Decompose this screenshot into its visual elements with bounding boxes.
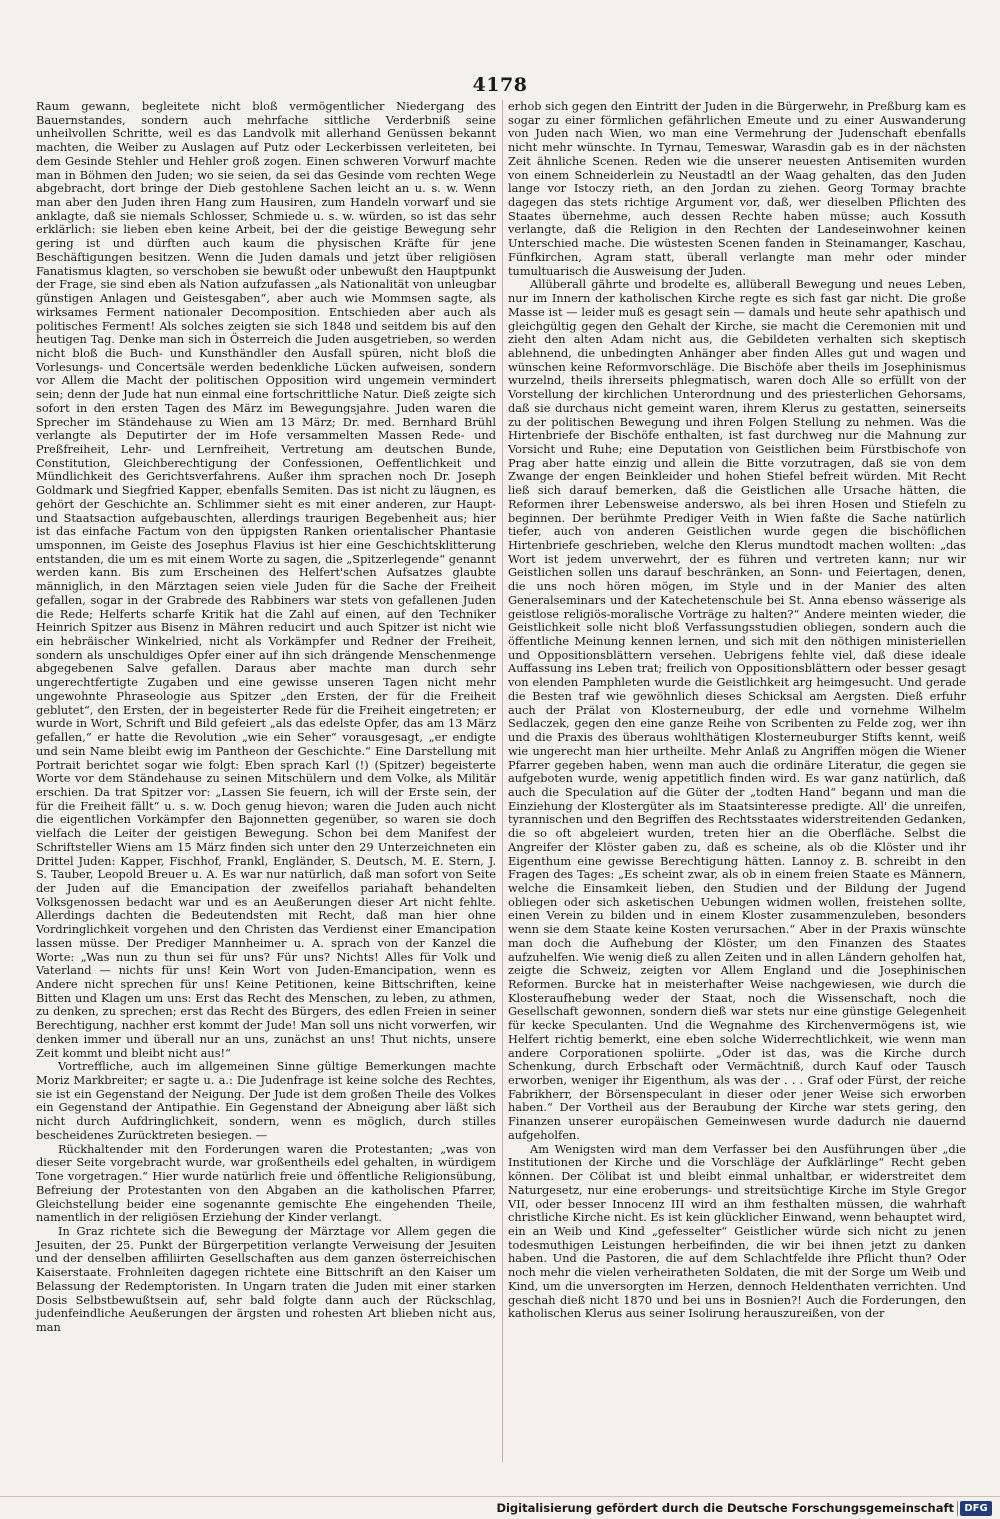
paragraph: Am Wenigsten wird man dem Verfasser bei den Ausführungen über „die Institutionen der Kirche und die Vorschläge der Aufklärlinge“ Recht geben können. Der Cölibat ist und bleibt einmal unhaltbar, er widerstreitet dem Naturgesetz, nur eine eroberungs- und streitsüchtige Kirche im Style Gregor VII, oder besser Innocenz III wird an ihm festhalten müssen, die wahrhaft christliche Kirche nicht. Es ist kein glücklicher Einwand, wenn behauptet wird, ein an Weib und Kind „gefesselter“ Geistlicher würde sich nicht zu jenen todesmuthigen Leistungen herbeifinden, die wir bei ihnen jetzt zu danken haben. Und die Pastoren, die auf dem Schlachtfelde ihre Pflicht thun? Oder noch mehr die vielen verheiratheten Soldaten, die mit der Sorge um Weib und Kind, um die unversorgten im Herzen, dennoch Heldenthaten verrichten. Und geschah dieß nicht 1870 und bei uns in Bosnien?! Auch die Forderungen, den katholischen Klerus aus seiner Isolirung herauszureißen, von der [508,1141,966,1321]
paragraph: Allüberall gährte und brodelte es, allüberall Bewegung und neues Leben, nur im Innern der katholischen Kirche regte es sich fast gar nicht. Die große Masse ist — leider muß es gesagt sein — damals und heute sehr apathisch und gleichgültig gegen den Gehalt der Kirche, sie macht die Ceremonien mit und zieht den alten Adam nicht aus, die Gebildeten verhalten sich skeptisch ablehnend, die unbedingten Anhänger aber finden Alles gut und wagen und wünschen keine Reformvorschläge. Die Bischöfe aber theils im Josephinismus wurzelnd, theils ihrerseits phlegmatisch, waren doch Alle so erfüllt von der Vorstellung der kirchlichen Unterordnung und des priesterlichen Gehorsams, daß sie durchaus nicht gemeint waren, ihrem Klerus zu gestatten, seinerseits zu der politischen Bewegung und ihren Folgen Stellung zu nehmen. Was die Hirtenbriefe der Bischöfe enthalten, ist fast durchweg nur die Mahnung zur Vorsicht und Ruhe; eine Deputation von Geistlichen beim Fürstbischofe von Prag aber hatte einzig und allein die Bitte vorzutragen, daß sie von dem Zwange der engen Beinkleider und hohen Stiefel befreit würden. Mit Recht ließ sich darauf bemerken, daß die Geistlichen alle Ursache hätten, die Reformen ihrer Lebensweise anderswo, als bei ihren Hosen und Stiefeln zu beginnen. Der berühmte Prediger Veith in Wien faßte die Sache natürlich tiefer, auch von anderen Geistlichen wurde gegen die bischöflichen Hirtenbriefe geschrieben, welche den Klerus mundtodt machen wollten: „das Wort ist jedem unverwehrt, der es führen und vertreten kann; nur wir Geistlichen sollen uns darauf beschränken, an Sonn- und Feiertagen, denen, die uns noch hören mögen, im Style und in der Manier des alten Generalseminars und der Katechetenschule bei St. Anna ebenso wässerige als geistlose religiös-moralische Vorträge zu halten?“ Andere meinten wieder, die Geistlichkeit solle nicht bloß Verfassungsstudien obliegen, sondern auch die öffentliche Meinung kennen lernen, und sich mit den nöthigen ministeriellen und Oppositionsblättern versehen. Uebrigens fehlte viel, daß diese ideale Auffassung ins Leben trat; freilich von Oppositionsblättern oder besser gesagt von elenden Pamphleten wurde die Geistlichkeit arg heimgesucht. Und gerade die Besten traf wie gewöhnlich dieses Schicksal am Aergsten. Dieß erfuhr auch der Prälat von Klosterneuburg, der edle und vornehme Wilhelm Sedlaczek, gegen den eine ganze Reihe von Scribenten zu Felde zog, wer ihn und die Praxis des überaus wohlthätigen Klosterneuburger Stifts kennt, weiß wie ungerecht man hier urtheilte. Mehr Anlaß zu Angriffen mögen die Wiener Pfarrer gegeben haben, wenn man auch die ordinäre Literatur, die gegen sie aufgeboten wurde, wenig appetitlich finden wird. Es war ganz natürlich, daß auch die Speculation auf die Güter der „todten Hand“ begann und man die Einziehung der Klostergüter als im Staatsinteresse predigte. All' die unreifen, tyrannischen und den Begriffen des Rechtsstaates widerstreitenden Gedanken, die so oft abgeleiert wurden, treten hier an die Oberfläche. Selbst die Angreifer der Klöster gaben zu, daß es scheine, als ob die Klöster und ihr Eigenthum eine gewisse Berechtigung hätten. Lannoy z. B. schreibt in den Fragen des Tages: „Es scheint zwar, als ob in einem freien Staate es Männern, welche die Einsamkeit lieben, den Studien und der Bildung der Jugend obliegen oder sich asketischen Uebungen widmen wollen, freistehen sollte, einen Verein zu bilden und in einem Kloster zusammenzuleben, besonders wenn sie dem Staate keine Kosten verursachen.“ Aber in der Praxis wünschte man doch die Aufhebung der Klöster, um den Finanzen des Staates aufzuhelfen. Wie wenig dieß zu allen Zeiten und in allen Ländern geholfen hat, zeigte die Schweiz, zeigten vor Allem England und die Josephinischen Reformen. Burcke hat in meisterhafter Weise nachgewiesen, wie durch die Klosteraufhebung weder der Staat, noch die Wissenschaft, noch die Gesellschaft gewonnen, sondern dieß war stets nur eine günstige Gelegenheit für kecke Speculanten. Und die Wegnahme des Kirchenvermögens ist, wie Helfert richtig bemerkt, eine eben solche Widerrechtlichkeit, wie wenn man andere Corporationen spoliirte. „Oder ist das, was die Kirche durch Schenkung, durch Erbschaft oder Vermächtniß, durch Kauf oder Tausch erworben, weniger ihr Eigenthum, als was der . . . Graf oder Fürst, der reiche Fabrikherr, der Börsenspeculant in dieser oder jener Weise sich erworben haben.“ Der Vortheil aus der Beraubung der Kirche war stets gering, den Finanzen unserer europäischen Gemeinwesen wurde dadurch nie dauernd aufgeholfen. [508,277,966,1142]
paragraph: Raum gewann, begleitete nicht bloß vermögentlicher Niedergang des Bauernstandes, sondern auch mehrfache sittliche Verderbniß seine unheilvollen Schritte, weil es das Landvolk mit allerhand Genüssen bekannt machten, die Weiber zu Auslagen auf Putz oder Leckerbissen verleiteten, bei dem Gesinde Stehler und Hehler groß zogen. Einen schweren Vorwurf machte man in Böhmen den Juden; wo sie seien, da sei das Gesinde vom rechten Wege abgebracht, dort bringe der Dieb gestohlene Sachen leicht an u. s. w. Wenn man aber den Juden ihren Hang zum Hausiren, zum Handeln vorwarf und sie anklagte, daß sie niemals Schlosser, Schmiede u. s. w. würden, so ist das sehr erklärlich: sie lieben eben keine Arbeit, bei der die geistige Bewegung sehr gering ist und dürften auch kaum die physischen Kräfte für jene Beschäftigungen besitzen. Wenn die Juden damals und jetzt über religiösen Fanatismus klagten, so verschoben sie bewußt oder unbewußt den Hauptpunkt der Frage, sie sind eben als Nation aufzufassen „als Nationalität von unleugbar günstigen Anlagen und Geistesgaben“, aber auch wie Mommsen sagte, als wirksames Ferment nationaler Decomposition. Entschieden aber auch als politisches Ferment! Als solches zeigten sie sich 1848 und seitdem bis auf den heutigen Tag. Denke man sich in Österreich die Juden ausgetrieben, so werden nicht bloß die Buch- und Kunsthändler den Ausfall spüren, nicht bloß die Vorlesungs- und Concertsäle werden bedenkliche Lücken aufweisen, sondern vor Allem die Macht der politischen Opposition wird ungemein vermindert sein; denn der Jude hat nun einmal eine fortschrittliche Natur. Dieß zeigte sich sofort in den ersten Tagen des März im Bewegungsjahre. Juden waren die Sprecher im Ständehause zu Wien am 13 März; Dr. med. Bernhard Brühl verlangte als Deputirter der im Hofe versammelten Massen Rede- und Preßfreiheit, Lehr- und Lernfreiheit, Vertretung am deutschen Bunde, Constitution, Gleichberechtigung der Confessionen, Oeffentlichkeit und Mündlichkeit des Gerichtsverfahrens. Außer ihm sprachen noch Dr. Joseph Goldmark und Siegfried Kapper, ebenfalls Semiten. Das ist nicht zu läugnen, es gehört der Geschichte an. Schlimmer sieht es mit einer anderen, zur Haupt- und Staatsaction aufgebauschten, allerdings traurigen Begebenheit aus; hier ist das einfache Factum von den üppigsten Ranken orientalischer Phantasie umsponnen, im Geiste des Josephus Flavius ist hier eine Geschichtsklitterung entstanden, die um es mit einem Worte zu sagen, die „Spitzerlegende“ genannt werden kann. Bis zum Erscheinen des Helfert'schen Aufsatzes glaubte männiglich, in den Märztagen seien viele Juden für die Sache der Freiheit gefallen, sogar in der Grabrede des Rabbiners war stets von gefallenen Juden die Rede; Helferts scharfe Kritik hat die Zahl auf einen, auf den Techniker Heinrich Spitzer aus Bisenz in Mähren reducirt und auch Spitzer ist nicht wie ein hebräischer Winkelried, nicht als Vorkämpfer und Redner der Freiheit, sondern als unschuldiges Opfer einer auf ihn sich drängende Menschenmenge abgegebenen Salve gefallen. Daraus aber machte man durch sehr ungerechtfertigte Zugaben und eine gewisse unseren Tagen nicht mehr ungewohnte Phraseologie aus Spitzer „den Ersten, der für die Freiheit geblutet“, den Ersten, der in begeisterter Rede für die Freiheit eingetreten; er wurde in Wort, Schrift und Bild gefeiert „als das edelste Opfer, das am 13 März gefallen,“ er hatte die Revolution „wie ein Seher“ vorausgesagt, „er endigte und sein Name bleibt ewig im Pantheon der Geschichte.“ Eine Darstellung mit Portrait berichtet sogar wie folgt: Eben sprach Karl (!) (Spitzer) begeisterte Worte vor dem Ständehause zu seinen Mitschülern und dem Volke, als Militär erschien. Da trat Spitzer vor: „Lassen Sie feuern, ich will der Erste sein, der für die Freiheit fällt“ u. s. w. Doch genug hievon; waren die Juden auch nicht die eigentlichen Vorkämpfer den Bajonnetten gegenüber, so waren sie doch vielfach die Leiter der geistigen Bewegung. Schon bei dem Manifest der Schriftsteller Wiens am 15 März finden sich unter den 29 Unterzeichneten ein Drittel Juden: Kapper, Fischhof, Frankl, Engländer, S. Deutsch, M. E. Stern, J. S. Tauber, Leopold Breuer u. A. Es war nur natürlich, daß man sofort von Seite der Juden auf die Emancipation der zweifellos pariahaft behandelten Volksgenossen bedacht war und es an Aeußerungen dieser Art nicht fehlte. Allerdings dachten die Bedeutendsten mit Recht, daß man hier ohne Vordringlichkeit vorgehen und den Christen das Verdienst einer Emancipation lassen müsse. Der Prediger Mannheimer u. A. sprach von der Kanzel die Worte: „Was nun zu thun sei für uns? Für uns? Nichts! Alles für Volk und Vaterland — nichts für uns! Kein Wort von Juden-Emancipation, wenn es Andere nicht sprechen für uns! Keine Petitionen, keine Bittschriften, keine Bitten und Klagen um uns: Erst das Recht des Menschen, zu leben, zu athmen, zu denken, zu sprechen; erst das Recht des Bürgers, des edlen Freien in seiner Berechtigung, nachher erst kommt der Jude! Man soll uns nicht vorwerfen, wir denken immer und überall nur an uns, zunächst an uns! Thut nichts, unsere Zeit kommt und bleibt nicht aus!“ [36,99,496,1060]
footer-separator [957,1501,958,1516]
paragraph: Vortreffliche, auch im allgemeinen Sinne gültige Bemerkungen machte Moriz Markbreiter; er sagte u. a.: Die Judenfrage ist keine solche des Rechtes, sie ist ein Gegenstand der Neigung. Der Jude ist dem großen Theile des Volkes ein Gegenstand der Antipathie. Ein Gegenstand der Abneigung aber läßt sich nicht durch Aufdringlichkeit, sondern, wenn es möglich, durch stilles bescheidenes Zurücktreten besiegen. — [36,1059,496,1142]
column-divider [502,100,503,1462]
paragraph: erhob sich gegen den Eintritt der Juden in die Bürgerwehr, in Preßburg kam es sogar zu einer förmlichen gefährlichen Emeute und zu einer Auswanderung von Juden nach Wien, wo man eine Vermehrung der Judenschaft ebenfalls nicht mehr wünschte. In Tyrnau, Temeswar, Warasdin gab es in der nächsten Zeit ähnliche Scenen. Reden wie die unserer neuesten Antisemiten wurden von einem Schneiderlein zu Neustadtl an der Waag gehalten, das den Juden lange vor Istoczy rieth, an den Jordan zu ziehen. Georg Tormay brachte dagegen das stets richtige Argument vor, daß, wer dieselben Pflichten des Staates übernehme, auch dessen Rechte haben müsse; auch Kossuth verlangte, daß die Religion in den Rechten der Landeseinwohner keinen Unterschied mache. Die wüstesten Scenen fanden in Steinamanger, Kaschau, Fünfkirchen, Agram statt, überall verlangte man mehr oder minder tumultuarisch die Ausweisung der Juden. [508,99,966,278]
right-column [508,100,966,1321]
dfg-credit: Digitalisierung gefördert durch die Deutsche Forschungsgemeinschaft [496,1501,954,1515]
left-column [36,100,496,1335]
footer-bar [0,1496,1000,1519]
dfg-logo-icon: DFG [960,1501,992,1516]
paragraph: In Graz richtete sich die Bewegung der Märztage vor Allem gegen die Jesuiten, der 25. Punkt der Bürgerpetition verlangte Verweisung der Jesuiten und der denselben affiliirten Gesellschaften aus dem ganzen österreichischen Kaiserstaate. Frohnleiten dagegen richtete eine Bittschrift an den Kaiser um Belassung der Redemptoristen. In Ungarn traten die Juden mit einer starken Dosis Selbstbewußtsein auf, sehr bald folgte dann auch der Rückschlag, judenfeindliche Aeußerungen der ärgsten und rohesten Art blieben nicht aus, man [36,1223,496,1334]
paragraph: Rückhaltender mit den Forderungen waren die Protestanten; „was von dieser Seite vorgebracht wurde, war großentheils edel gehalten, in würdigem Tone vorgetragen.“ Hier wurde natürlich freie und öffentliche Religionsübung, Befreiung der Protestanten von den Abgaben an die katholischen Pfarrer, Gleichstellung beider eine sogenannte gemischte Ehe eingehenden Theile, namentlich in der religiösen Erziehung der Kinder verlangt. [36,1141,496,1225]
page-number: 4178 [472,74,528,96]
